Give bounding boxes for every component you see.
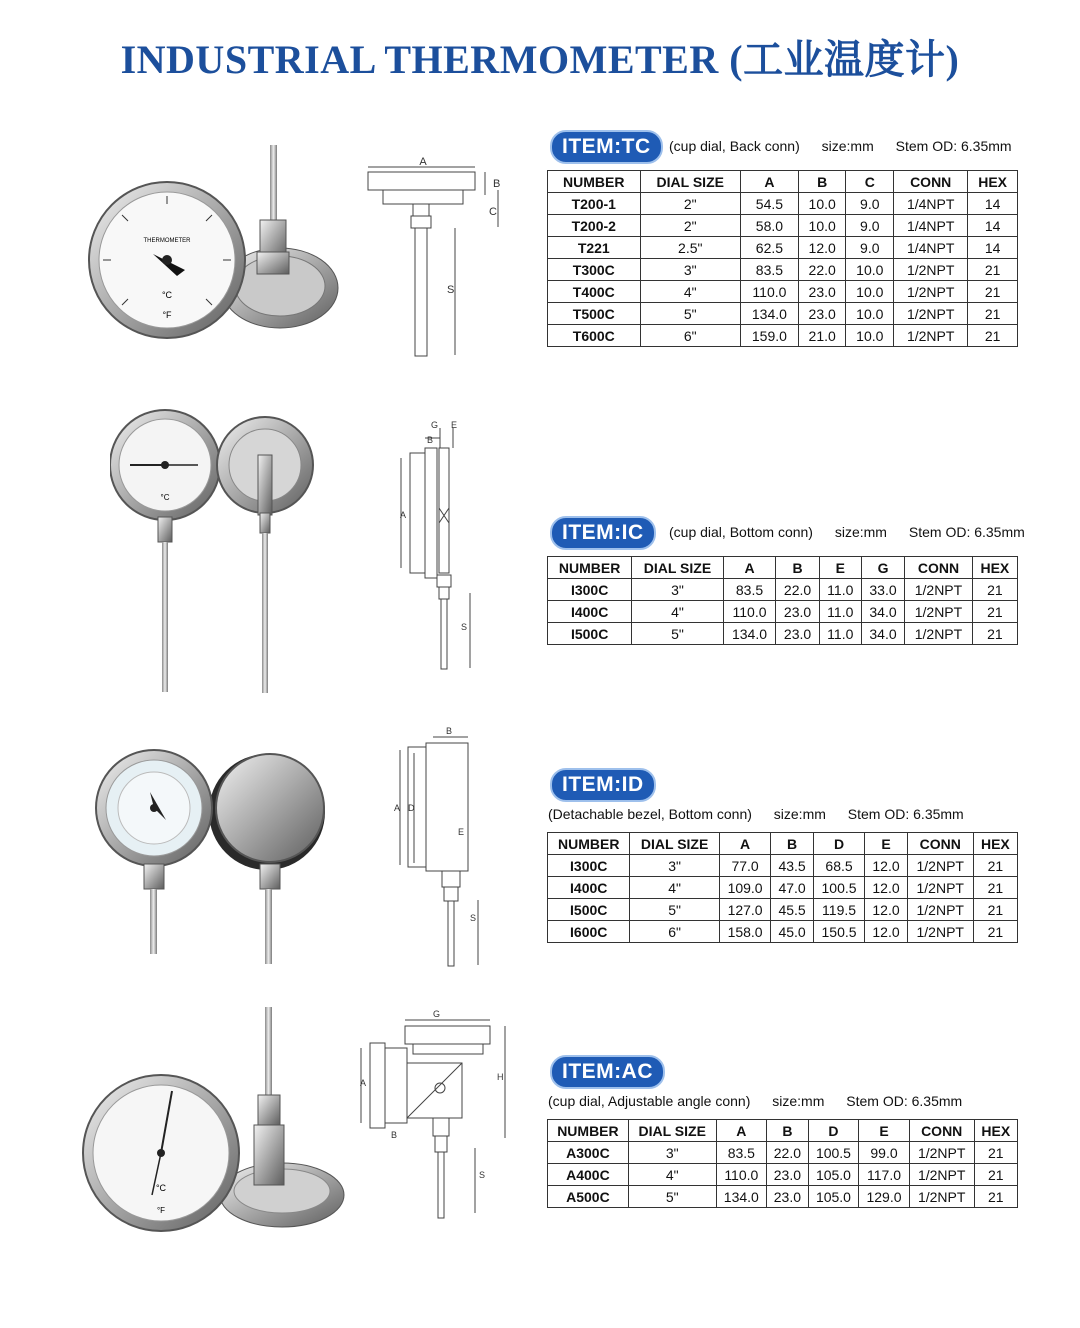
- table-cell: 23.0: [798, 281, 846, 303]
- ac-diagram-label-g: G: [433, 1009, 441, 1019]
- table-row: [548, 259, 1018, 281]
- table-cell: 109.0: [719, 877, 771, 899]
- table-cell: 83.5: [740, 259, 798, 281]
- table-cell: 14: [968, 237, 1018, 259]
- column-header: E: [819, 557, 861, 579]
- table-cell: 10.0: [846, 281, 894, 303]
- table-cell: T221: [548, 237, 641, 259]
- table-cell: T300C: [548, 259, 641, 281]
- table-cell: 10.0: [846, 303, 894, 325]
- table-cell: 54.5: [740, 193, 798, 215]
- ic-diagram-label-a: A: [400, 510, 407, 520]
- table-cell: 10.0: [798, 215, 846, 237]
- tc-diagram-label-s: S: [447, 284, 455, 296]
- table-cell: 9.0: [846, 237, 894, 259]
- table-cell: 1/2NPT: [907, 921, 973, 943]
- ic-item-badge: ITEM:IC: [550, 516, 656, 550]
- table-cell: 12.0: [865, 899, 907, 921]
- tc-dial-unit-f: °F: [162, 310, 172, 320]
- table-cell: 1/2NPT: [905, 623, 973, 645]
- table-row: [548, 1142, 1018, 1164]
- tc-diagram-label-a: A: [419, 156, 427, 168]
- id-item-badge: ITEM:ID: [550, 768, 656, 802]
- ac-diagram-label-h: H: [497, 1072, 504, 1082]
- column-header: DIAL SIZE: [630, 833, 719, 855]
- table-cell: 12.0: [865, 877, 907, 899]
- ac-diagram-label-b: B: [391, 1130, 398, 1140]
- table-cell: 1/2NPT: [894, 281, 968, 303]
- table-cell: 77.0: [719, 855, 771, 877]
- table-cell: 23.0: [776, 601, 819, 623]
- ic-thermometer-photo: [110, 405, 315, 695]
- table-cell: T500C: [548, 303, 641, 325]
- column-header: G: [861, 557, 904, 579]
- ac-spec-table: [547, 1119, 1018, 1208]
- column-header: C: [846, 171, 894, 193]
- table-cell: 47.0: [771, 877, 813, 899]
- table-cell: 158.0: [719, 921, 771, 943]
- table-cell: 21: [968, 281, 1018, 303]
- table-cell: T400C: [548, 281, 641, 303]
- table-cell: 11.0: [819, 601, 861, 623]
- table-cell: 21: [973, 877, 1017, 899]
- column-header: D: [813, 833, 865, 855]
- table-cell: I400C: [548, 601, 632, 623]
- ic-diagram-label-e: E: [451, 420, 458, 430]
- table-header-row: [548, 1120, 1018, 1142]
- table-cell: 5": [632, 623, 723, 645]
- ic-dial-unit: °C: [160, 493, 170, 502]
- column-header: NUMBER: [548, 833, 630, 855]
- table-row: [548, 325, 1018, 347]
- table-header-row: [548, 171, 1018, 193]
- table-cell: I600C: [548, 921, 630, 943]
- table-cell: 134.0: [740, 303, 798, 325]
- table-cell: 5": [640, 303, 740, 325]
- table-cell: 1/2NPT: [905, 601, 973, 623]
- id-diagram-label-a: A: [394, 803, 401, 813]
- table-cell: 9.0: [846, 193, 894, 215]
- table-cell: 11.0: [819, 623, 861, 645]
- tc-item-meta: [669, 138, 1030, 154]
- ic-item-meta: [669, 524, 1043, 540]
- table-row: [548, 303, 1018, 325]
- table-cell: 4": [632, 601, 723, 623]
- ac-size-unit: size:mm: [772, 1093, 825, 1109]
- id-description: (Detachable bezel, Bottom conn): [548, 806, 752, 822]
- table-cell: 9.0: [846, 215, 894, 237]
- table-row: [548, 601, 1018, 623]
- column-header: A: [719, 833, 771, 855]
- column-header: NUMBER: [548, 1120, 629, 1142]
- table-cell: 110.0: [716, 1164, 767, 1186]
- table-cell: 21: [973, 855, 1017, 877]
- table-cell: A400C: [548, 1164, 629, 1186]
- ac-dimension-diagram: [355, 1008, 515, 1223]
- column-header: B: [776, 557, 819, 579]
- table-cell: 23.0: [767, 1164, 809, 1186]
- table-cell: 1/2NPT: [907, 899, 973, 921]
- column-header: D: [808, 1120, 859, 1142]
- column-header: NUMBER: [548, 557, 632, 579]
- table-cell: 22.0: [798, 259, 846, 281]
- tc-description: (cup dial, Back conn): [669, 138, 800, 154]
- table-cell: 1/2NPT: [909, 1142, 974, 1164]
- table-cell: 4": [630, 877, 719, 899]
- tc-stem-od: Stem OD: 6.35mm: [895, 138, 1012, 154]
- ac-description: (cup dial, Adjustable angle conn): [548, 1093, 751, 1109]
- table-cell: 21: [972, 579, 1017, 601]
- id-dimension-diagram: [388, 725, 488, 973]
- table-cell: 10.0: [846, 325, 894, 347]
- column-header: NUMBER: [548, 171, 641, 193]
- table-cell: 23.0: [798, 303, 846, 325]
- ic-stem-od: Stem OD: 6.35mm: [908, 524, 1025, 540]
- ac-item-badge: ITEM:AC: [550, 1055, 665, 1089]
- table-cell: 21: [968, 303, 1018, 325]
- column-header: A: [740, 171, 798, 193]
- table-cell: 34.0: [861, 601, 904, 623]
- table-row: [548, 281, 1018, 303]
- table-cell: 83.5: [716, 1142, 767, 1164]
- ac-stem-od: Stem OD: 6.35mm: [846, 1093, 963, 1109]
- table-row: [548, 921, 1018, 943]
- table-header-row: [548, 833, 1018, 855]
- column-header: DIAL SIZE: [628, 1120, 716, 1142]
- column-header: HEX: [972, 557, 1017, 579]
- ac-diagram-label-s: S: [479, 1170, 486, 1180]
- table-cell: I300C: [548, 855, 630, 877]
- table-cell: 34.0: [861, 623, 904, 645]
- table-cell: 127.0: [719, 899, 771, 921]
- table-cell: 21: [974, 1164, 1017, 1186]
- id-diagram-label-e: E: [458, 827, 465, 837]
- table-cell: 45.5: [771, 899, 813, 921]
- table-row: [548, 215, 1018, 237]
- column-header: B: [771, 833, 813, 855]
- column-header: B: [767, 1120, 809, 1142]
- table-cell: 11.0: [819, 579, 861, 601]
- table-cell: I500C: [548, 899, 630, 921]
- table-cell: 68.5: [813, 855, 865, 877]
- table-cell: 1/4NPT: [894, 193, 968, 215]
- table-cell: 6": [630, 921, 719, 943]
- table-cell: 119.5: [813, 899, 865, 921]
- ac-dial-unit-c: °C: [155, 1183, 167, 1193]
- table-cell: 12.0: [798, 237, 846, 259]
- table-cell: 5": [630, 899, 719, 921]
- table-cell: I400C: [548, 877, 630, 899]
- ac-dial-unit-f: °F: [156, 1206, 166, 1215]
- table-cell: 12.0: [865, 921, 907, 943]
- table-cell: T600C: [548, 325, 641, 347]
- id-spec-table: [547, 832, 1018, 943]
- table-cell: 33.0: [861, 579, 904, 601]
- table-cell: 58.0: [740, 215, 798, 237]
- table-cell: 10.0: [798, 193, 846, 215]
- table-cell: 21: [972, 601, 1017, 623]
- column-header: CONN: [905, 557, 973, 579]
- table-cell: 21: [968, 259, 1018, 281]
- table-cell: 159.0: [740, 325, 798, 347]
- table-cell: 10.0: [846, 259, 894, 281]
- id-diagram-label-s: S: [470, 913, 477, 923]
- table-cell: 14: [968, 193, 1018, 215]
- ic-diagram-label-b: B: [427, 435, 434, 445]
- column-header: B: [798, 171, 846, 193]
- table-row: [548, 579, 1018, 601]
- table-cell: 2": [640, 193, 740, 215]
- ac-item-meta: [548, 1093, 980, 1109]
- tc-dimension-diagram: [365, 155, 510, 370]
- table-cell: 14: [968, 215, 1018, 237]
- column-header: E: [859, 1120, 910, 1142]
- table-cell: 1/4NPT: [894, 237, 968, 259]
- table-cell: 2.5": [640, 237, 740, 259]
- table-cell: 1/2NPT: [907, 855, 973, 877]
- table-cell: I300C: [548, 579, 632, 601]
- column-header: DIAL SIZE: [632, 557, 723, 579]
- table-cell: 100.5: [813, 877, 865, 899]
- tc-dial-brand-label: THERMOMETER: [143, 238, 191, 244]
- table-cell: 100.5: [808, 1142, 859, 1164]
- table-row: [548, 855, 1018, 877]
- page-title: INDUSTRIAL THERMOMETER (工业温度计): [120, 37, 960, 82]
- tc-dial-unit-c: °C: [161, 290, 173, 300]
- table-cell: 4": [640, 281, 740, 303]
- table-row: [548, 877, 1018, 899]
- table-cell: 1/2NPT: [894, 325, 968, 347]
- ic-spec-table: [547, 556, 1018, 645]
- table-row: [548, 237, 1018, 259]
- table-cell: 129.0: [859, 1186, 910, 1208]
- ic-description: (cup dial, Bottom conn): [669, 524, 813, 540]
- table-cell: 12.0: [865, 855, 907, 877]
- table-row: [548, 623, 1018, 645]
- column-header: HEX: [974, 1120, 1017, 1142]
- table-cell: 4": [628, 1164, 716, 1186]
- table-cell: A300C: [548, 1142, 629, 1164]
- tc-thermometer-photo: [85, 140, 345, 345]
- table-cell: 117.0: [859, 1164, 910, 1186]
- table-cell: 62.5: [740, 237, 798, 259]
- table-row: [548, 899, 1018, 921]
- table-cell: 3": [632, 579, 723, 601]
- table-cell: 2": [640, 215, 740, 237]
- column-header: HEX: [973, 833, 1017, 855]
- tc-diagram-label-c: C: [489, 206, 497, 218]
- table-cell: 5": [628, 1186, 716, 1208]
- table-cell: 83.5: [723, 579, 776, 601]
- table-cell: 134.0: [723, 623, 776, 645]
- ic-diagram-label-g: G: [431, 420, 439, 430]
- table-cell: 110.0: [723, 601, 776, 623]
- table-cell: 1/4NPT: [894, 215, 968, 237]
- table-cell: 3": [640, 259, 740, 281]
- ic-diagram-label-s: S: [461, 622, 468, 632]
- table-cell: 23.0: [776, 623, 819, 645]
- table-cell: 23.0: [767, 1186, 809, 1208]
- id-diagram-label-d: D: [408, 803, 415, 813]
- table-cell: 1/2NPT: [905, 579, 973, 601]
- table-cell: 45.0: [771, 921, 813, 943]
- ac-thermometer-photo: [82, 1005, 347, 1235]
- ac-diagram-label-a: A: [360, 1078, 367, 1088]
- table-cell: 22.0: [776, 579, 819, 601]
- table-cell: 1/2NPT: [894, 303, 968, 325]
- table-cell: 21: [968, 325, 1018, 347]
- table-cell: 43.5: [771, 855, 813, 877]
- column-header: A: [723, 557, 776, 579]
- table-cell: 21: [974, 1186, 1017, 1208]
- table-cell: T200-1: [548, 193, 641, 215]
- table-cell: 1/2NPT: [907, 877, 973, 899]
- table-cell: 21: [973, 921, 1017, 943]
- tc-size-unit: size:mm: [821, 138, 874, 154]
- table-row: [548, 1164, 1018, 1186]
- table-cell: A500C: [548, 1186, 629, 1208]
- table-header-row: [548, 557, 1018, 579]
- column-header: CONN: [909, 1120, 974, 1142]
- id-item-meta: [548, 806, 982, 822]
- table-cell: 6": [640, 325, 740, 347]
- ic-dimension-diagram: [395, 418, 480, 683]
- table-cell: 134.0: [716, 1186, 767, 1208]
- table-cell: T200-2: [548, 215, 641, 237]
- table-cell: 21: [972, 623, 1017, 645]
- table-row: [548, 193, 1018, 215]
- id-stem-od: Stem OD: 6.35mm: [847, 806, 964, 822]
- tc-spec-table: [547, 170, 1018, 347]
- tc-diagram-label-b: B: [493, 178, 501, 190]
- table-cell: 1/2NPT: [909, 1186, 974, 1208]
- table-cell: 21.0: [798, 325, 846, 347]
- id-diagram-label-b: B: [446, 726, 453, 736]
- table-cell: 150.5: [813, 921, 865, 943]
- id-thermometer-photo: [92, 742, 332, 967]
- column-header: HEX: [968, 171, 1018, 193]
- table-cell: 21: [974, 1142, 1017, 1164]
- column-header: CONN: [894, 171, 968, 193]
- table-cell: 1/2NPT: [909, 1164, 974, 1186]
- table-row: [548, 1186, 1018, 1208]
- column-header: CONN: [907, 833, 973, 855]
- table-cell: 21: [973, 899, 1017, 921]
- table-cell: 1/2NPT: [894, 259, 968, 281]
- table-cell: 3": [628, 1142, 716, 1164]
- table-cell: 99.0: [859, 1142, 910, 1164]
- tc-item-badge: ITEM:TC: [550, 130, 663, 164]
- column-header: E: [865, 833, 907, 855]
- column-header: A: [716, 1120, 767, 1142]
- table-cell: 105.0: [808, 1186, 859, 1208]
- id-size-unit: size:mm: [773, 806, 826, 822]
- table-cell: I500C: [548, 623, 632, 645]
- table-cell: 3": [630, 855, 719, 877]
- column-header: DIAL SIZE: [640, 171, 740, 193]
- ic-size-unit: size:mm: [834, 524, 887, 540]
- table-cell: 105.0: [808, 1164, 859, 1186]
- table-cell: 110.0: [740, 281, 798, 303]
- table-cell: 22.0: [767, 1142, 809, 1164]
